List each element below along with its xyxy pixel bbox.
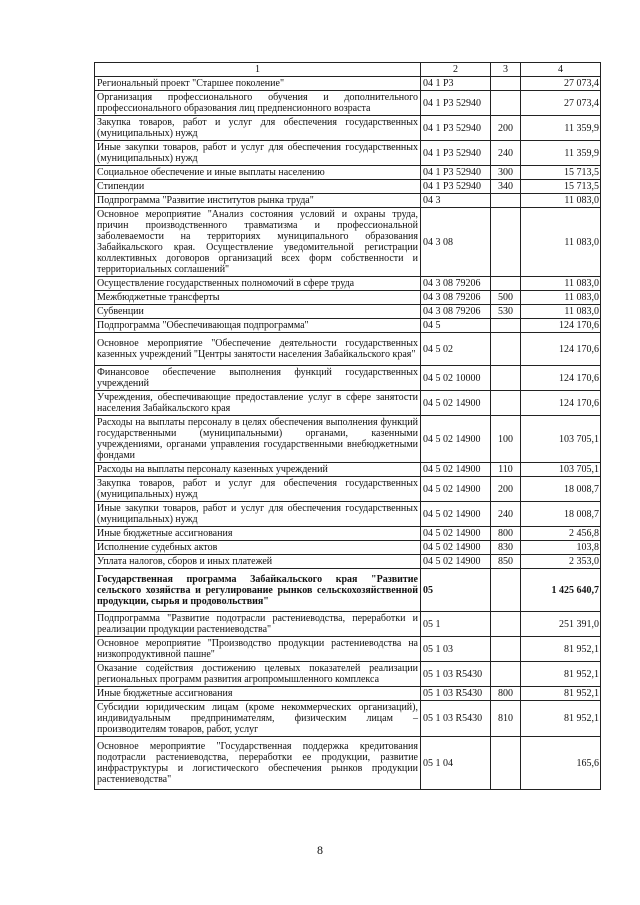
row-expense-type-cell bbox=[491, 737, 521, 790]
row-name-cell: Основное мероприятие "Обеспечение деятельности государственных казенных учреждений "Центры занятости населения Забайкальского края" bbox=[95, 333, 421, 366]
row-code-cell: 04 5 02 14900 bbox=[421, 502, 491, 527]
table-row bbox=[95, 166, 601, 180]
row-name-cell: Закупка товаров, работ и услуг для обеспечения государственных (муниципальных) нужд bbox=[95, 477, 421, 502]
table-row bbox=[95, 77, 601, 91]
table-row bbox=[95, 208, 601, 277]
row-code-cell: 04 5 02 14900 bbox=[421, 477, 491, 502]
row-amount-cell: 11 083,0 bbox=[521, 208, 601, 277]
row-expense-type-cell bbox=[491, 662, 521, 687]
table-row bbox=[95, 416, 601, 463]
row-expense-type-cell bbox=[491, 612, 521, 637]
row-expense-type-cell: 110 bbox=[491, 463, 521, 477]
table-row bbox=[95, 687, 601, 701]
row-amount-cell: 81 952,1 bbox=[521, 637, 601, 662]
row-amount-cell: 81 952,1 bbox=[521, 687, 601, 701]
row-expense-type-cell bbox=[491, 391, 521, 416]
row-code-cell: 04 3 08 79206 bbox=[421, 305, 491, 319]
row-name-cell: Иные бюджетные ассигнования bbox=[95, 687, 421, 701]
row-name-cell: Иные закупки товаров, работ и услуг для обеспечения государственных (муниципальных) нужд bbox=[95, 141, 421, 166]
row-amount-cell: 2 456,8 bbox=[521, 527, 601, 541]
table-row bbox=[95, 141, 601, 166]
row-name-cell: Субвенции bbox=[95, 305, 421, 319]
table-row bbox=[95, 319, 601, 333]
row-code-cell: 04 5 02 14900 bbox=[421, 416, 491, 463]
table-row bbox=[95, 569, 601, 612]
row-code-cell: 04 5 02 14900 bbox=[421, 527, 491, 541]
row-amount-cell: 11 359,9 bbox=[521, 141, 601, 166]
row-amount-cell: 124 170,6 bbox=[521, 333, 601, 366]
table-row bbox=[95, 116, 601, 141]
row-amount-cell: 103 705,1 bbox=[521, 463, 601, 477]
row-name-cell: Исполнение судебных актов bbox=[95, 541, 421, 555]
row-amount-cell: 124 170,6 bbox=[521, 366, 601, 391]
row-expense-type-cell: 850 bbox=[491, 555, 521, 569]
budget-table-body bbox=[95, 63, 601, 790]
row-amount-cell: 103 705,1 bbox=[521, 416, 601, 463]
row-code-cell: 05 1 03 R5430 bbox=[421, 687, 491, 701]
row-code-cell: 04 5 02 14900 bbox=[421, 463, 491, 477]
table-header-row bbox=[95, 63, 601, 77]
table-row bbox=[95, 637, 601, 662]
row-name-cell: Субсидии юридическим лицам (кроме некоммерческих организаций), индивидуальным предпринимателям, физическим лицам – производителям товаров, работ, услуг bbox=[95, 701, 421, 737]
row-code-cell: 04 3 08 bbox=[421, 208, 491, 277]
row-expense-type-cell: 800 bbox=[491, 527, 521, 541]
row-name-cell: Уплата налогов, сборов и иных платежей bbox=[95, 555, 421, 569]
header-col-1: 1 bbox=[95, 63, 421, 77]
row-amount-cell: 124 170,6 bbox=[521, 391, 601, 416]
row-amount-cell: 11 083,0 bbox=[521, 291, 601, 305]
row-expense-type-cell: 240 bbox=[491, 502, 521, 527]
row-name-cell: Иные закупки товаров, работ и услуг для обеспечения государственных (муниципальных) нужд bbox=[95, 502, 421, 527]
row-code-cell: 04 5 02 bbox=[421, 333, 491, 366]
table-row bbox=[95, 366, 601, 391]
row-amount-cell: 81 952,1 bbox=[521, 701, 601, 737]
row-code-cell: 05 1 04 bbox=[421, 737, 491, 790]
row-name-cell: Региональный проект "Старшее поколение" bbox=[95, 77, 421, 91]
page-number: 8 bbox=[317, 843, 323, 857]
row-code-cell: 04 5 02 14900 bbox=[421, 541, 491, 555]
table-row bbox=[95, 333, 601, 366]
row-amount-cell: 1 425 640,7 bbox=[521, 569, 601, 612]
row-expense-type-cell bbox=[491, 366, 521, 391]
row-expense-type-cell bbox=[491, 319, 521, 333]
row-amount-cell: 15 713,5 bbox=[521, 180, 601, 194]
row-amount-cell: 124 170,6 bbox=[521, 319, 601, 333]
row-name-cell: Осуществление государственных полномочий в сфере труда bbox=[95, 277, 421, 291]
table-row bbox=[95, 277, 601, 291]
row-expense-type-cell: 300 bbox=[491, 166, 521, 180]
table-row bbox=[95, 701, 601, 737]
row-code-cell: 04 5 02 14900 bbox=[421, 555, 491, 569]
row-amount-cell: 103,8 bbox=[521, 541, 601, 555]
row-code-cell: 05 1 03 R5430 bbox=[421, 701, 491, 737]
row-code-cell: 04 1 P3 52940 bbox=[421, 166, 491, 180]
table-row bbox=[95, 91, 601, 116]
row-name-cell: Межбюджетные трансферты bbox=[95, 291, 421, 305]
row-expense-type-cell: 240 bbox=[491, 141, 521, 166]
row-expense-type-cell: 200 bbox=[491, 116, 521, 141]
row-amount-cell: 18 008,7 bbox=[521, 477, 601, 502]
row-name-cell: Учреждения, обеспечивающие предоставление услуг в сфере занятости населения Забайкальского края bbox=[95, 391, 421, 416]
row-code-cell: 04 1 P3 52940 bbox=[421, 116, 491, 141]
table-row bbox=[95, 555, 601, 569]
row-name-cell: Социальное обеспечение и иные выплаты населению bbox=[95, 166, 421, 180]
row-code-cell: 05 bbox=[421, 569, 491, 612]
row-expense-type-cell bbox=[491, 91, 521, 116]
table-row bbox=[95, 541, 601, 555]
row-name-cell: Государственная программа Забайкальского края "Развитие сельского хозяйства и регулирование рынков сельскохозяйственной продукции, сырья и продовольствия" bbox=[95, 569, 421, 612]
table-row bbox=[95, 477, 601, 502]
row-name-cell: Организация профессионального обучения и дополнительного профессионального образования лиц предпенсионного возраста bbox=[95, 91, 421, 116]
row-name-cell: Подпрограмма "Обеспечивающая подпрограмма" bbox=[95, 319, 421, 333]
row-expense-type-cell bbox=[491, 194, 521, 208]
row-code-cell: 04 1 P3 bbox=[421, 77, 491, 91]
row-expense-type-cell: 800 bbox=[491, 687, 521, 701]
table-row bbox=[95, 502, 601, 527]
row-code-cell: 04 5 02 14900 bbox=[421, 391, 491, 416]
row-expense-type-cell bbox=[491, 569, 521, 612]
row-expense-type-cell: 530 bbox=[491, 305, 521, 319]
header-col-2: 2 bbox=[421, 63, 491, 77]
row-code-cell: 04 3 08 79206 bbox=[421, 277, 491, 291]
table-row bbox=[95, 305, 601, 319]
header-col-3: 3 bbox=[491, 63, 521, 77]
table-row bbox=[95, 194, 601, 208]
row-amount-cell: 11 083,0 bbox=[521, 305, 601, 319]
row-name-cell: Расходы на выплаты персоналу казенных учреждений bbox=[95, 463, 421, 477]
row-name-cell: Основное мероприятие "Анализ состояния условий и охраны труда, причин производственного травматизма и профессиональной заболеваемости на территориях муниципального образования Забайкальского края. Осуществление уведомительной регистрации коллективных договоров организаций всех форм собственности и территориальных соглашений" bbox=[95, 208, 421, 277]
row-amount-cell: 15 713,5 bbox=[521, 166, 601, 180]
row-code-cell: 04 3 bbox=[421, 194, 491, 208]
row-amount-cell: 251 391,0 bbox=[521, 612, 601, 637]
row-code-cell: 04 5 bbox=[421, 319, 491, 333]
row-name-cell: Основное мероприятие "Государственная поддержка кредитования подотрасли растениеводства, переработки ее продукции, развитие инфраструктуры и логистического обеспечения рынков продукции растениеводства" bbox=[95, 737, 421, 790]
table-row bbox=[95, 737, 601, 790]
table-row bbox=[95, 527, 601, 541]
row-expense-type-cell bbox=[491, 333, 521, 366]
row-expense-type-cell bbox=[491, 77, 521, 91]
table-row bbox=[95, 291, 601, 305]
row-name-cell: Основное мероприятие "Производство продукции растениеводства на низкопродуктивной пашне" bbox=[95, 637, 421, 662]
row-expense-type-cell bbox=[491, 277, 521, 291]
row-amount-cell: 27 073,4 bbox=[521, 77, 601, 91]
row-code-cell: 04 5 02 10000 bbox=[421, 366, 491, 391]
row-amount-cell: 18 008,7 bbox=[521, 502, 601, 527]
header-col-4: 4 bbox=[521, 63, 601, 77]
row-amount-cell: 11 359,9 bbox=[521, 116, 601, 141]
row-amount-cell: 81 952,1 bbox=[521, 662, 601, 687]
row-name-cell: Оказание содействия достижению целевых показателей реализации региональных программ развития агропромышленного комплекса bbox=[95, 662, 421, 687]
row-code-cell: 04 3 08 79206 bbox=[421, 291, 491, 305]
table-row bbox=[95, 391, 601, 416]
row-name-cell: Подпрограмма "Развитие подотрасли растениеводства, переработки и реализации продукции растениеводства" bbox=[95, 612, 421, 637]
row-name-cell: Закупка товаров, работ и услуг для обеспечения государственных (муниципальных) нужд bbox=[95, 116, 421, 141]
table-row bbox=[95, 463, 601, 477]
row-expense-type-cell: 100 bbox=[491, 416, 521, 463]
row-expense-type-cell: 340 bbox=[491, 180, 521, 194]
row-expense-type-cell: 200 bbox=[491, 477, 521, 502]
row-name-cell: Иные бюджетные ассигнования bbox=[95, 527, 421, 541]
row-expense-type-cell bbox=[491, 208, 521, 277]
row-code-cell: 04 1 P3 52940 bbox=[421, 91, 491, 116]
row-expense-type-cell: 810 bbox=[491, 701, 521, 737]
row-name-cell: Стипендии bbox=[95, 180, 421, 194]
row-amount-cell: 2 353,0 bbox=[521, 555, 601, 569]
table-row bbox=[95, 662, 601, 687]
row-amount-cell: 27 073,4 bbox=[521, 91, 601, 116]
row-name-cell: Расходы на выплаты персоналу в целях обеспечения выполнения функций государственными (муниципальными) органами, казенными учреждениями, органами управления государственными внебюджетными фондами bbox=[95, 416, 421, 463]
table-row bbox=[95, 180, 601, 194]
row-expense-type-cell bbox=[491, 637, 521, 662]
row-code-cell: 05 1 bbox=[421, 612, 491, 637]
row-code-cell: 04 1 P3 52940 bbox=[421, 180, 491, 194]
table-row bbox=[95, 612, 601, 637]
row-amount-cell: 11 083,0 bbox=[521, 194, 601, 208]
row-expense-type-cell: 830 bbox=[491, 541, 521, 555]
row-code-cell: 04 1 P3 52940 bbox=[421, 141, 491, 166]
row-code-cell: 05 1 03 R5430 bbox=[421, 662, 491, 687]
row-amount-cell: 11 083,0 bbox=[521, 277, 601, 291]
row-amount-cell: 165,6 bbox=[521, 737, 601, 790]
row-name-cell: Финансовое обеспечение выполнения функций государственных учреждений bbox=[95, 366, 421, 391]
budget-table bbox=[94, 62, 601, 790]
row-code-cell: 05 1 03 bbox=[421, 637, 491, 662]
row-name-cell: Подпрограмма "Развитие институтов рынка труда" bbox=[95, 194, 421, 208]
row-expense-type-cell: 500 bbox=[491, 291, 521, 305]
